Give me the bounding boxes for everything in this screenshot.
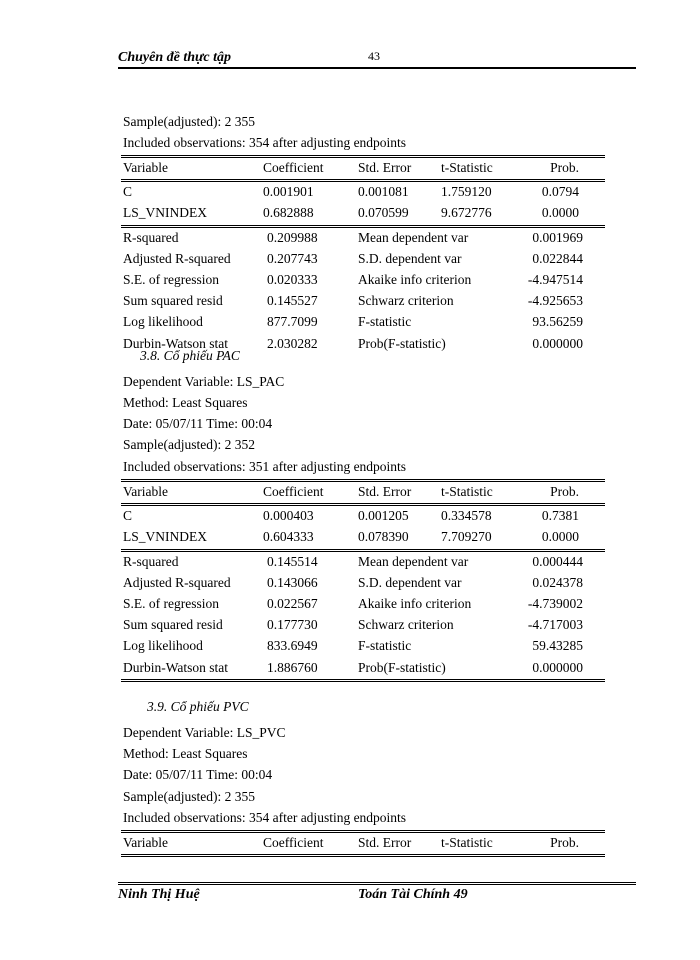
stat-value: 93.56259 [532,314,583,330]
stat-label: Mean dependent var [358,229,469,245]
cell: 0.0000 [541,529,579,545]
stat-value: 1.886760 [267,659,318,675]
stat-value: 0.000000 [532,659,583,675]
stat-value: 0.209988 [267,229,318,245]
cell: 9.672776 [441,205,492,221]
block3-dependent: Dependent Variable: LS_PVC [123,725,286,740]
stats-row [121,573,605,594]
stat-label: S.D. dependent var [358,250,462,266]
cell: LS_VNINDEX [123,529,207,545]
table-bottom-rule [121,854,605,857]
stat-label: Durbin-Watson stat [123,659,229,675]
cell: 0.7381 [541,508,579,524]
stat-label: Prob(F-statistic) [358,335,446,351]
stat-label: Durbin-Watson stat [123,335,229,351]
stat-label: R-squared [123,553,179,569]
table-bottom-rule [121,679,605,682]
table-row [121,527,605,548]
col-t-statistic: t-Statistic [441,160,493,175]
stat-value: -4.925653 [527,293,583,309]
header-rule [118,67,636,69]
stats-row [121,249,605,270]
stat-label: Schwarz criterion [358,617,454,633]
stats-row [121,312,605,333]
stats-row [121,291,605,312]
col-prob: Prob. [550,835,579,850]
stat-value: 0.020333 [267,271,318,287]
col-t-statistic: t-Statistic [441,835,493,850]
stat-value: -4.717003 [527,617,583,633]
stat-value: 0.022567 [267,595,318,611]
stat-value: 0.000444 [532,553,583,569]
col-std-error: Std. Error [358,484,412,499]
stat-value: 0.145514 [267,553,318,569]
stat-label: Sum squared resid [123,293,223,309]
cell: 0.682888 [263,205,314,221]
stat-label: Mean dependent var [358,553,469,569]
col-coefficient: Coefficient [263,484,324,499]
table-header-row [121,155,605,179]
stat-value: 877.7099 [267,314,318,330]
stat-value: 0.000000 [532,335,583,351]
stat-value: -4.739002 [527,595,583,611]
block3-included: Included observations: 354 after adjusting endpoints [123,810,407,825]
stat-label: Schwarz criterion [358,293,454,309]
footer-rule [118,882,636,885]
stat-label: Akaike info criterion [358,595,472,611]
regression-table-3 [121,830,605,857]
col-prob: Prob. [550,484,579,499]
cell: 0.070599 [358,205,409,221]
block1-included: Included observations: 354 after adjusting endpoints [123,135,407,150]
page-header [118,47,636,69]
regression-table-1 [121,155,605,355]
stat-label: S.D. dependent var [358,574,462,590]
stat-value: -4.947514 [527,271,583,287]
block3-method: Method: Least Squares [123,746,248,761]
stat-value: 0.145527 [267,293,318,309]
stat-value: 0.001969 [532,229,583,245]
cell: 0.604333 [263,529,314,545]
table-header-row [121,830,605,854]
block2-date: Date: 05/07/11 Time: 00:04 [123,416,273,431]
table-row [121,179,605,203]
stat-label: F-statistic [358,314,412,330]
cell: 0.0000 [541,205,579,221]
stat-value: 0.024378 [532,574,583,590]
cell: 0.001205 [358,508,409,524]
stat-value: 0.207743 [267,250,318,266]
stats-row [121,658,605,679]
cell: 0.0794 [541,184,579,200]
stat-label: Log likelihood [123,638,203,654]
table-row [121,203,605,224]
block3-date: Date: 05/07/11 Time: 00:04 [123,767,273,782]
cell: C [123,184,133,200]
cell: 7.709270 [441,529,492,545]
col-std-error: Std. Error [358,835,412,850]
cell: LS_VNINDEX [123,205,207,221]
section-title-pvc: 3.9. Cổ phiếu PVC [147,699,249,714]
stat-value: 59.43285 [532,638,583,654]
section-title-pac: 3.8. Cổ phiếu PAC [140,348,240,363]
col-t-statistic: t-Statistic [441,484,493,499]
footer-class: Toán Tài Chính 49 [358,887,468,902]
stat-value: 0.022844 [532,250,583,266]
stat-label: Adjusted R-squared [123,250,231,266]
cell: 0.001901 [263,184,314,200]
table-row [121,503,605,527]
block2-dependent: Dependent Variable: LS_PAC [123,374,285,389]
block1-sample: Sample(adjusted): 2 355 [123,114,255,129]
cell: 0.000403 [263,508,314,524]
stats-row [121,270,605,291]
col-variable: Variable [123,484,168,499]
stat-label: Sum squared resid [123,617,223,633]
col-variable: Variable [123,160,168,175]
page-number: 43 [368,49,380,63]
stats-row [121,615,605,636]
col-std-error: Std. Error [358,160,412,175]
block2-method: Method: Least Squares [123,395,248,410]
col-coefficient: Coefficient [263,835,324,850]
stat-label: S.E. of regression [123,595,219,611]
stat-label: Adjusted R-squared [123,574,231,590]
col-coefficient: Coefficient [263,160,324,175]
header-title: Chuyên đề thực tập [118,50,232,65]
stat-label: Log likelihood [123,314,203,330]
cell: 0.334578 [441,508,492,524]
regression-table-2 [121,479,605,682]
cell: 0.001081 [358,184,409,200]
col-variable: Variable [123,835,168,850]
stat-value: 2.030282 [267,335,318,351]
block3-sample: Sample(adjusted): 2 355 [123,789,255,804]
stat-label: Akaike info criterion [358,271,472,287]
cell: C [123,508,133,524]
stat-value: 833.6949 [267,638,318,654]
stat-label: R-squared [123,229,179,245]
block2-included: Included observations: 351 after adjusting endpoints [123,459,407,474]
col-prob: Prob. [550,160,579,175]
stat-label: F-statistic [358,638,412,654]
stats-row [121,636,605,657]
cell: 0.078390 [358,529,409,545]
stat-value: 0.177730 [267,617,318,633]
stat-value: 0.143066 [267,574,318,590]
cell: 1.759120 [441,184,492,200]
stat-label: S.E. of regression [123,271,219,287]
stats-row [121,225,605,249]
stats-row [121,594,605,615]
footer-author: Ninh Thị Huệ [118,887,200,902]
table-header-row [121,479,605,503]
stat-label: Prob(F-statistic) [358,659,446,675]
block2-sample: Sample(adjusted): 2 352 [123,437,255,452]
stats-row [121,549,605,573]
